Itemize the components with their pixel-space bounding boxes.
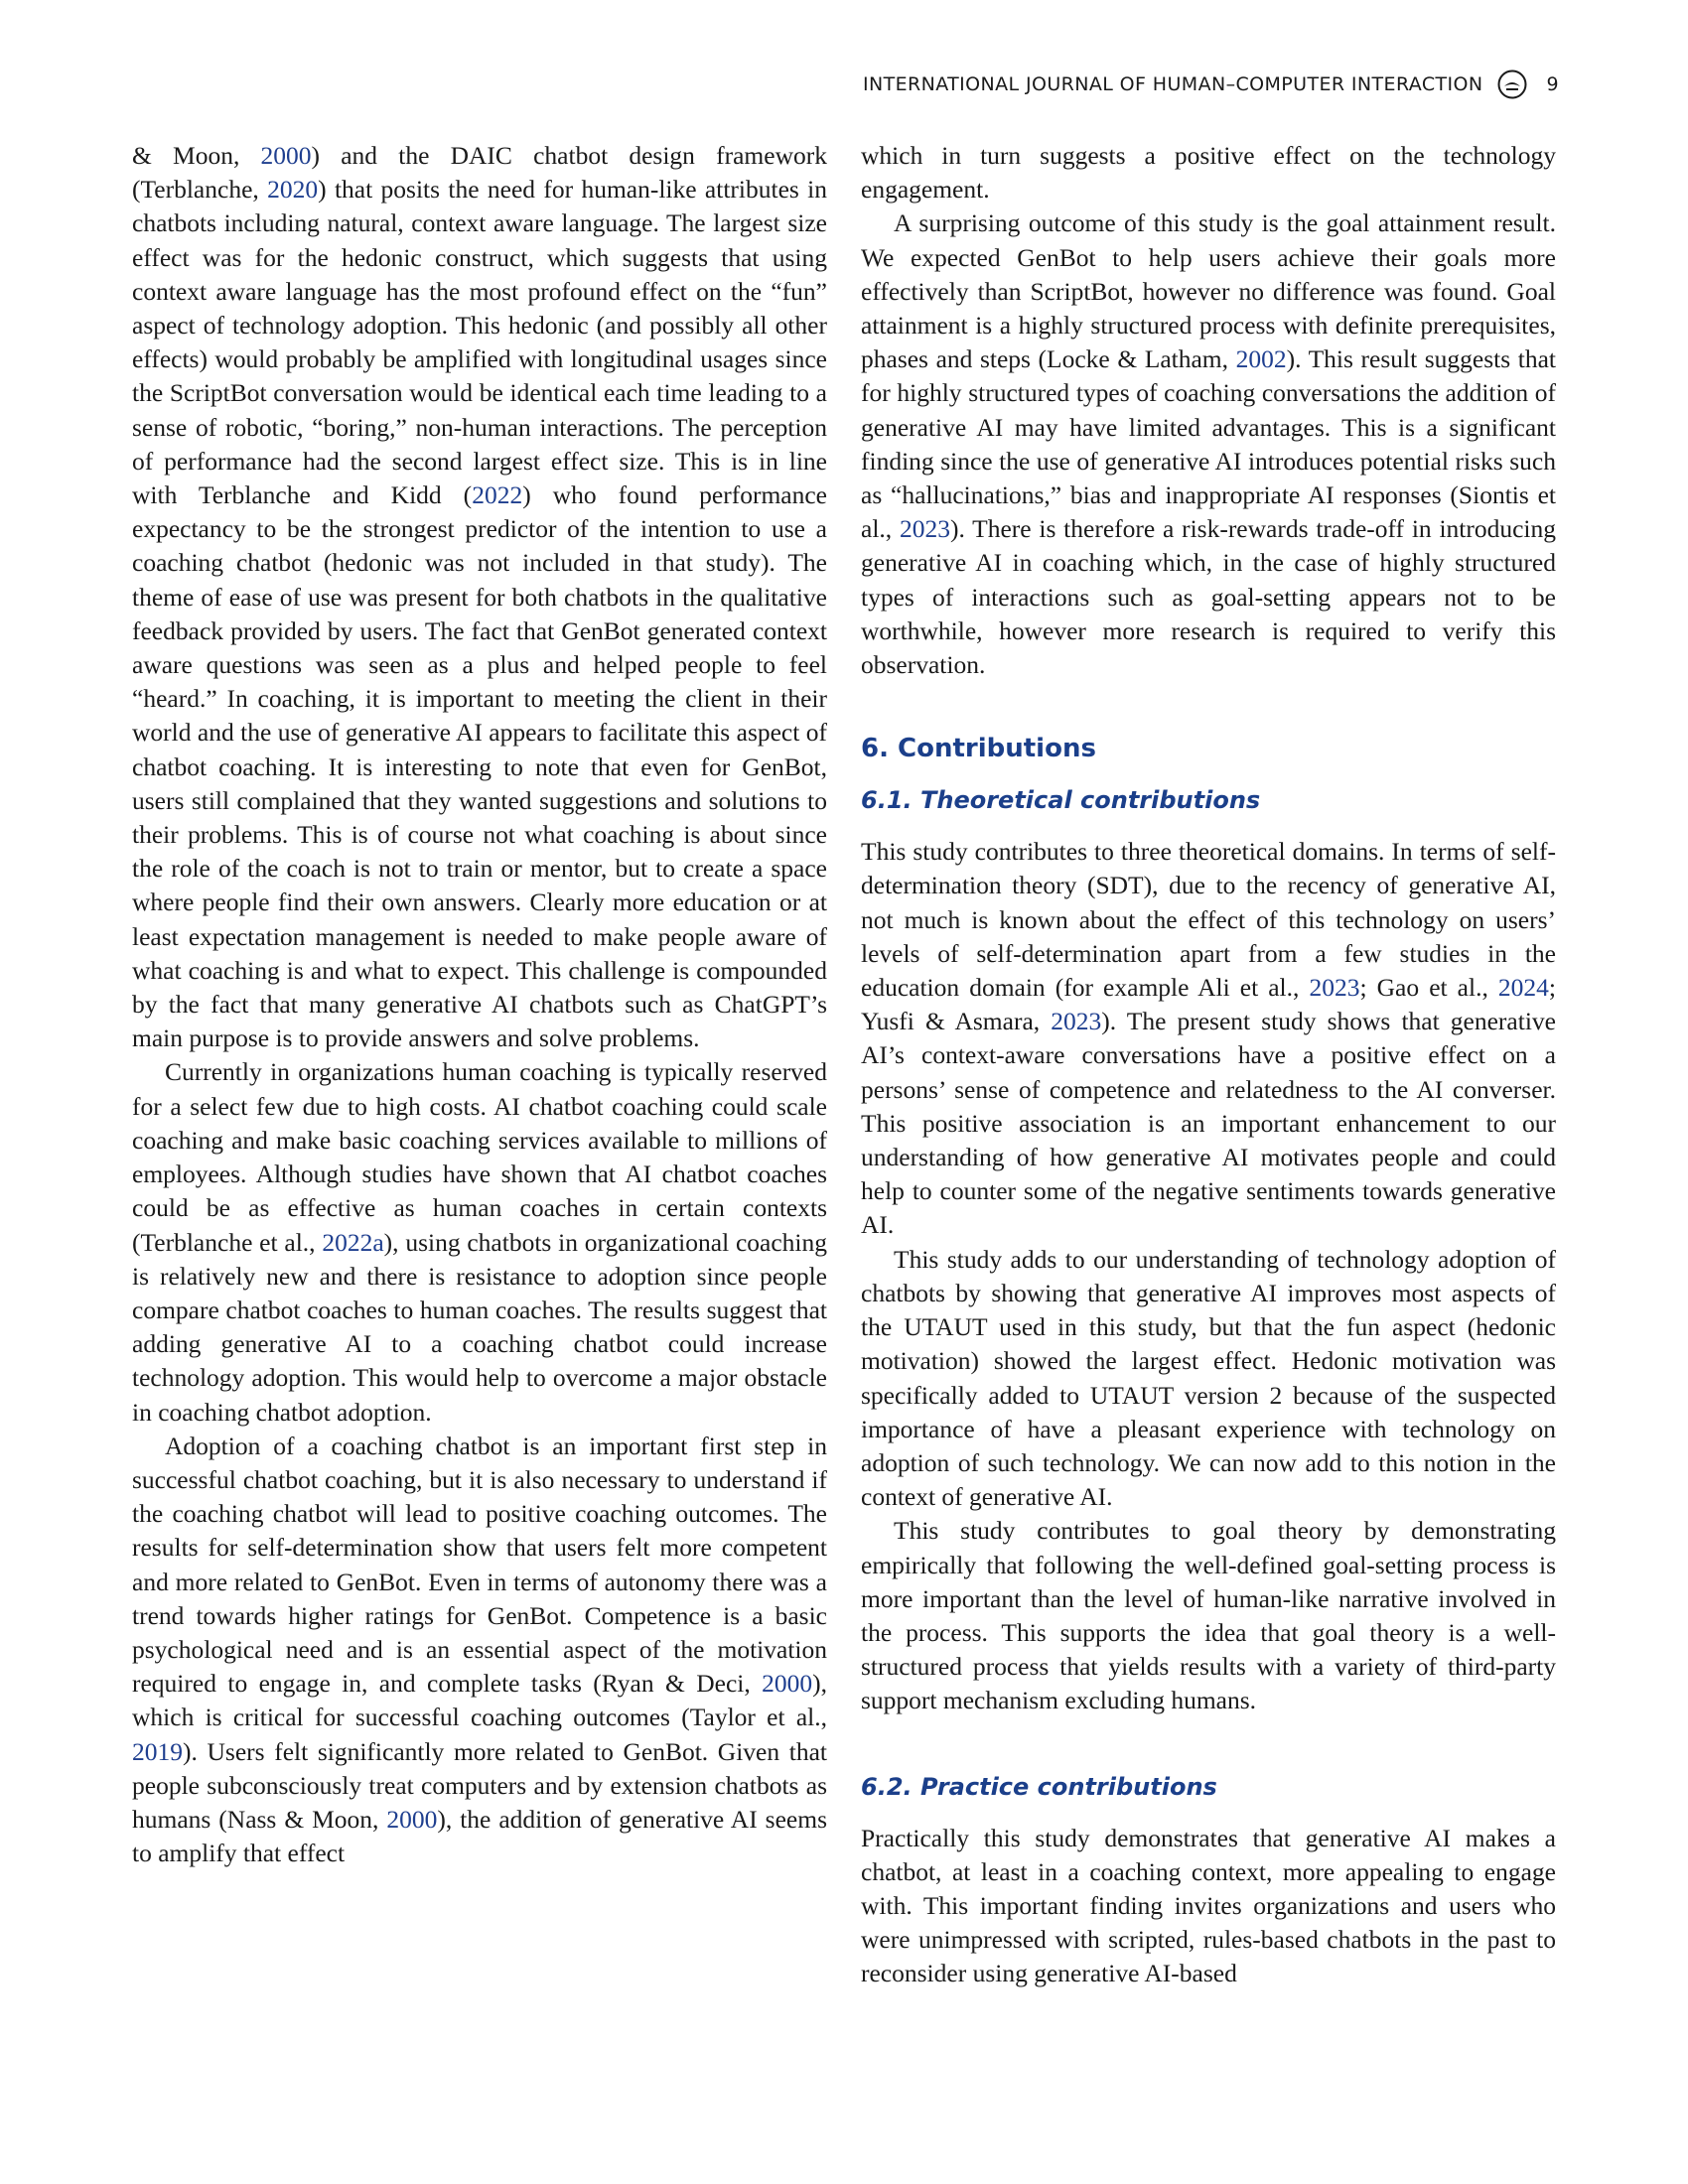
citation-link[interactable]: 2019 bbox=[132, 1736, 183, 1766]
text-run: which in turn suggests a positive effect on the technology engagement. bbox=[861, 141, 1556, 205]
citation-link[interactable]: 2022 bbox=[472, 480, 523, 510]
paragraph bbox=[861, 206, 1556, 682]
text-run: A surprising outcome of this study is the goal attainment result. We expected GenBot to help users achieve their goals more effectively than ScriptBot, however no difference was found. Goal attainment is a highly structured process with definite prerequisites, phases and steps (Locke & Latham, bbox=[861, 208, 1556, 374]
right-column bbox=[861, 139, 1556, 1991]
citation-link[interactable]: 2023 bbox=[1051, 1007, 1102, 1036]
page-number: 9 bbox=[1546, 73, 1559, 95]
paragraph bbox=[132, 1055, 827, 1429]
text-run: ). Users felt significantly more related to GenBot. Given that people subconsciously treat computers and by extension chatbots as humans (Nass & Moon, bbox=[132, 1736, 827, 1834]
text-run: ). This result suggests that for highly structured types of coaching conversations the addition of generative AI may have limited advantages. This is a significant finding since the use of generative AI introduces potential risks such as “hallucinations,” bias and inappropriate AI responses (Siontis et al., bbox=[861, 344, 1556, 544]
citation-link[interactable]: 2000 bbox=[386, 1804, 438, 1834]
citation-link[interactable]: 2002 bbox=[1235, 344, 1287, 374]
text-run: ), using chatbots in organizational coaching is relatively new and there is resistance to adoption since people compare chatbot coaches to human coaches. The results suggest that adding generative AI to a coaching chatbot could increase technology adoption. This would help to overcome a major obstacle in coaching chatbot adoption. bbox=[132, 1227, 827, 1427]
text-run: ), which is critical for successful coaching outcomes (Taylor et al., bbox=[132, 1669, 827, 1732]
text-run: This study contributes to goal theory by demonstrating empirically that following the well-defined goal-setting process is more important than the level of human-like narrative involved in the process. This supports the idea that goal theory is a well-structured process that yields results with a variety of third-party support mechanism excluding humans. bbox=[861, 1516, 1556, 1715]
left-column bbox=[132, 139, 827, 1870]
paragraph bbox=[132, 139, 827, 1055]
text-run: ; Gao et al., bbox=[1359, 973, 1498, 1003]
citation-link[interactable]: 2023 bbox=[1309, 973, 1360, 1003]
text-run: This study adds to our understanding of technology adoption of chatbots by showing that generative AI improves most aspects of the UTAUT used in this study, but that the fun aspect (hedonic motivation) showed the largest effect. Hedonic motivation was specifically added to UTAUT version 2 because of the suspected importance of have a pleasant experience with technology on adoption of such technology. We can now add to this notion in the context of generative AI. bbox=[861, 1244, 1556, 1512]
citation-link[interactable]: 2023 bbox=[899, 514, 950, 544]
text-run: Currently in organizations human coaching is typically reserved for a select few due to high costs. AI chatbot coaching could scale coaching and make basic coaching services available to millions of employees. Although studies have shown that AI chatbot coaches could be as effective as human coaches in certain contexts (Terblanche et al., bbox=[132, 1057, 827, 1257]
citation-link[interactable]: 2000 bbox=[762, 1669, 813, 1699]
citation-link[interactable]: 2024 bbox=[1497, 973, 1549, 1003]
text-run: ) and the DAIC chatbot design framework (Terblanche, bbox=[132, 141, 827, 205]
journal-title: INTERNATIONAL JOURNAL OF HUMAN–COMPUTER INTERACTION bbox=[863, 73, 1483, 95]
citation-link[interactable]: 2020 bbox=[267, 175, 319, 205]
subsection-heading: 6.2. Practice contributions bbox=[861, 1772, 1217, 1801]
publisher-logo-icon bbox=[1497, 69, 1527, 99]
paragraph bbox=[861, 1822, 1556, 1991]
paragraph bbox=[132, 1430, 827, 1871]
running-head bbox=[863, 69, 1559, 99]
text-run: ) who found performance expectancy to be the strongest predictor of the intention to use a coaching chatbot (hedonic was not included in that study). The theme of ease of use was present for both chatbots in the qualitative feedback provided by users. The fact that GenBot generated context aware questions was seen as a plus and helped people to feel “heard.” In coaching, it is important to meeting the client in their world and the use of generative AI appears to facilitate this aspect of chatbot coaching. It is interesting to note that even for GenBot, users still complained that they wanted suggestions and solutions to their problems. This is of course not what coaching is about since the role of the coach is not to train or mentor, but to create a space where people find their own answers. Clearly more education or at least expectation management is needed to make people aware of what coaching is and what to expect. This challenge is compounded by the fact that many generative AI chatbots such as ChatGPT’s main purpose is to provide answers and solve problems. bbox=[132, 480, 827, 1053]
citation-link[interactable]: 2022a bbox=[322, 1227, 384, 1257]
paragraph bbox=[861, 1243, 1556, 1515]
paragraph bbox=[861, 139, 1556, 206]
text-run: ), the addition of generative AI seems to amplify that effect bbox=[132, 1804, 827, 1868]
citation-link[interactable]: 2000 bbox=[260, 141, 312, 170]
text-run: ) that posits the need for human-like attributes in chatbots including natural, context aware language. The largest size effect was for the hedonic construct, which suggests that using context aware language has the most profound effect on the “fun” aspect of technology adoption. This hedonic (and possibly all other effects) would probably be amplified with longitudinal usages since the ScriptBot conversation would be identical each time leading to a sense of robotic, “boring,” non-human interactions. The perception of performance had the second largest effect size. This is in line with Terblanche and Kidd ( bbox=[132, 175, 827, 510]
text-run: This study contributes to three theoretical domains. In terms of self-determination theory (SDT), due to the recency of generative AI, not much is known about the effect of this technology on users’ levels of self-determination apart from a few studies in the education domain (for example Ali et al., bbox=[861, 837, 1556, 1003]
text-run: ; Yusfi & Asmara, bbox=[861, 973, 1557, 1036]
paragraph bbox=[861, 1514, 1556, 1717]
text-run: & Moon, bbox=[132, 141, 261, 170]
text-run: Adoption of a coaching chatbot is an important first step in successful chatbot coaching, but it is also necessary to understand if the coaching chatbot will lead to positive coaching outcomes. The results for self-determination show that users felt more competent and more related to GenBot. Even in terms of autonomy there was a trend towards higher ratings for GenBot. Competence is a basic psychological need and is an essential aspect of the motivation required to engage in, and complete tasks (Ryan & Deci, bbox=[132, 1431, 827, 1699]
paragraph bbox=[861, 835, 1556, 1242]
text-run: ). The present study shows that generative AI’s context-aware conversations have a positive effect on a persons’ sense of competence and relatedness to the AI converser. This positive association is an important enhancement to our understanding of how generative AI motivates people and could help to counter some of the negative sentiments towards generative AI. bbox=[861, 1007, 1556, 1240]
text-run: Practically this study demonstrates that generative AI makes a chatbot, at least in a coaching context, more appealing to engage with. This important finding invites organizations and users who were unimpressed with scripted, rules-based chatbots in the past to reconsider using generative AI-based bbox=[861, 1823, 1556, 1988]
subsection-heading: 6.1. Theoretical contributions bbox=[861, 786, 1261, 815]
text-run: ). There is therefore a risk-rewards trade-off in introducing generative AI in coaching which, in the case of highly structured types of interactions such as goal-setting appears not to be worthwhile, however more research is required to verify this observation. bbox=[861, 514, 1557, 680]
section-heading: 6. Contributions bbox=[861, 734, 1096, 764]
